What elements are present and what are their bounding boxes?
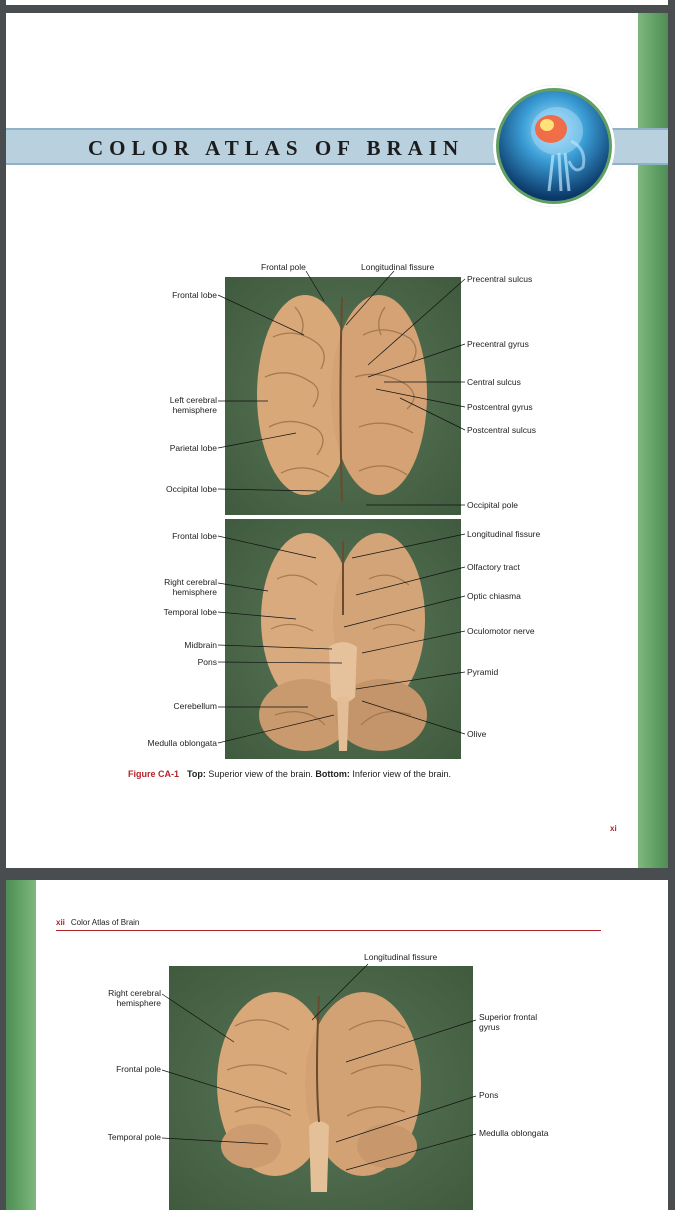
label-frontal-pole-anterior: Frontal pole (116, 1064, 161, 1074)
superior-view-photo (225, 277, 461, 515)
label-longitudinal-fissure-inferior: Longitudinal fissure (467, 529, 541, 539)
label-temporal-pole: Temporal pole (107, 1132, 161, 1142)
superior-brain-image (225, 277, 461, 515)
label-longitudinal-fissure-anterior: Longitudinal fissure (364, 952, 438, 962)
previous-page-edge (6, 0, 668, 5)
caption-top-text: Superior view of the brain. (205, 769, 316, 779)
label-frontal-lobe-inferior: Frontal lobe (172, 531, 217, 541)
label-pyramid: Pyramid (467, 667, 499, 677)
page-edge-green (6, 880, 36, 1210)
label-pons: Pons (197, 657, 217, 667)
figure-caption (128, 769, 451, 779)
label-pons-anterior: Pons (479, 1090, 499, 1100)
figure-number: Figure CA-1 (128, 769, 180, 779)
label-oculomotor-nerve: Oculomotor nerve (467, 626, 535, 636)
label-hemisphere: hemisphere (172, 405, 217, 415)
brain-medallion-image (493, 85, 615, 207)
caption-top-bold: Top: (187, 769, 206, 779)
label-right-cerebral-anterior: Right cerebral (108, 988, 161, 998)
label-frontal-lobe: Frontal lobe (172, 290, 217, 300)
label-hemisphere-anterior: hemisphere (116, 998, 161, 1008)
caption-bottom-bold: Bottom: (315, 769, 350, 779)
inferior-brain-image (225, 519, 461, 759)
running-head (56, 918, 139, 927)
label-gyrus: gyrus (479, 1022, 500, 1032)
label-temporal-lobe: Temporal lobe (163, 607, 217, 617)
label-parietal-lobe: Parietal lobe (169, 443, 217, 453)
label-left-cerebral: Left cerebral (169, 395, 217, 405)
page-xii (6, 880, 668, 1210)
running-head-title: Color Atlas of Brain (70, 918, 140, 927)
label-hemisphere-right: hemisphere (172, 587, 217, 597)
label-cerebellum: Cerebellum (173, 701, 217, 711)
label-medulla-oblongata: Medulla oblongata (147, 738, 217, 748)
anterior-view-photo (169, 966, 473, 1210)
inferior-view-photo (225, 519, 461, 759)
running-head-page-number: xii (56, 918, 65, 927)
page-xi (6, 13, 668, 868)
label-medulla-oblongata-anterior: Medulla oblongata (479, 1128, 549, 1138)
running-head-rule (56, 930, 601, 931)
xray-head-icon (499, 91, 609, 201)
caption-bottom-text: Inferior view of the brain. (349, 769, 451, 779)
label-precentral-sulcus: Precentral sulcus (467, 274, 533, 284)
label-optic-chiasma: Optic chiasma (467, 591, 521, 601)
label-frontal-pole: Frontal pole (261, 262, 306, 272)
label-occipital-lobe: Occipital lobe (165, 484, 217, 494)
page-title: COLOR ATLAS OF BRAIN (88, 136, 465, 160)
label-precentral-gyrus: Precentral gyrus (467, 339, 529, 349)
label-right-cerebral: Right cerebral (164, 577, 217, 587)
label-midbrain: Midbrain (184, 640, 217, 650)
anterior-brain-image (169, 966, 473, 1210)
label-postcentral-sulcus: Postcentral sulcus (467, 425, 536, 435)
label-olfactory-tract: Olfactory tract (467, 562, 520, 572)
label-occipital-pole: Occipital pole (467, 500, 519, 510)
label-longitudinal-fissure: Longitudinal fissure (361, 262, 435, 272)
label-central-sulcus: Central sulcus (467, 377, 521, 387)
label-superior-frontal: Superior frontal (479, 1012, 538, 1022)
label-postcentral-gyrus: Postcentral gyrus (467, 402, 533, 412)
label-olive: Olive (467, 729, 487, 739)
page-number: xi (610, 824, 617, 833)
